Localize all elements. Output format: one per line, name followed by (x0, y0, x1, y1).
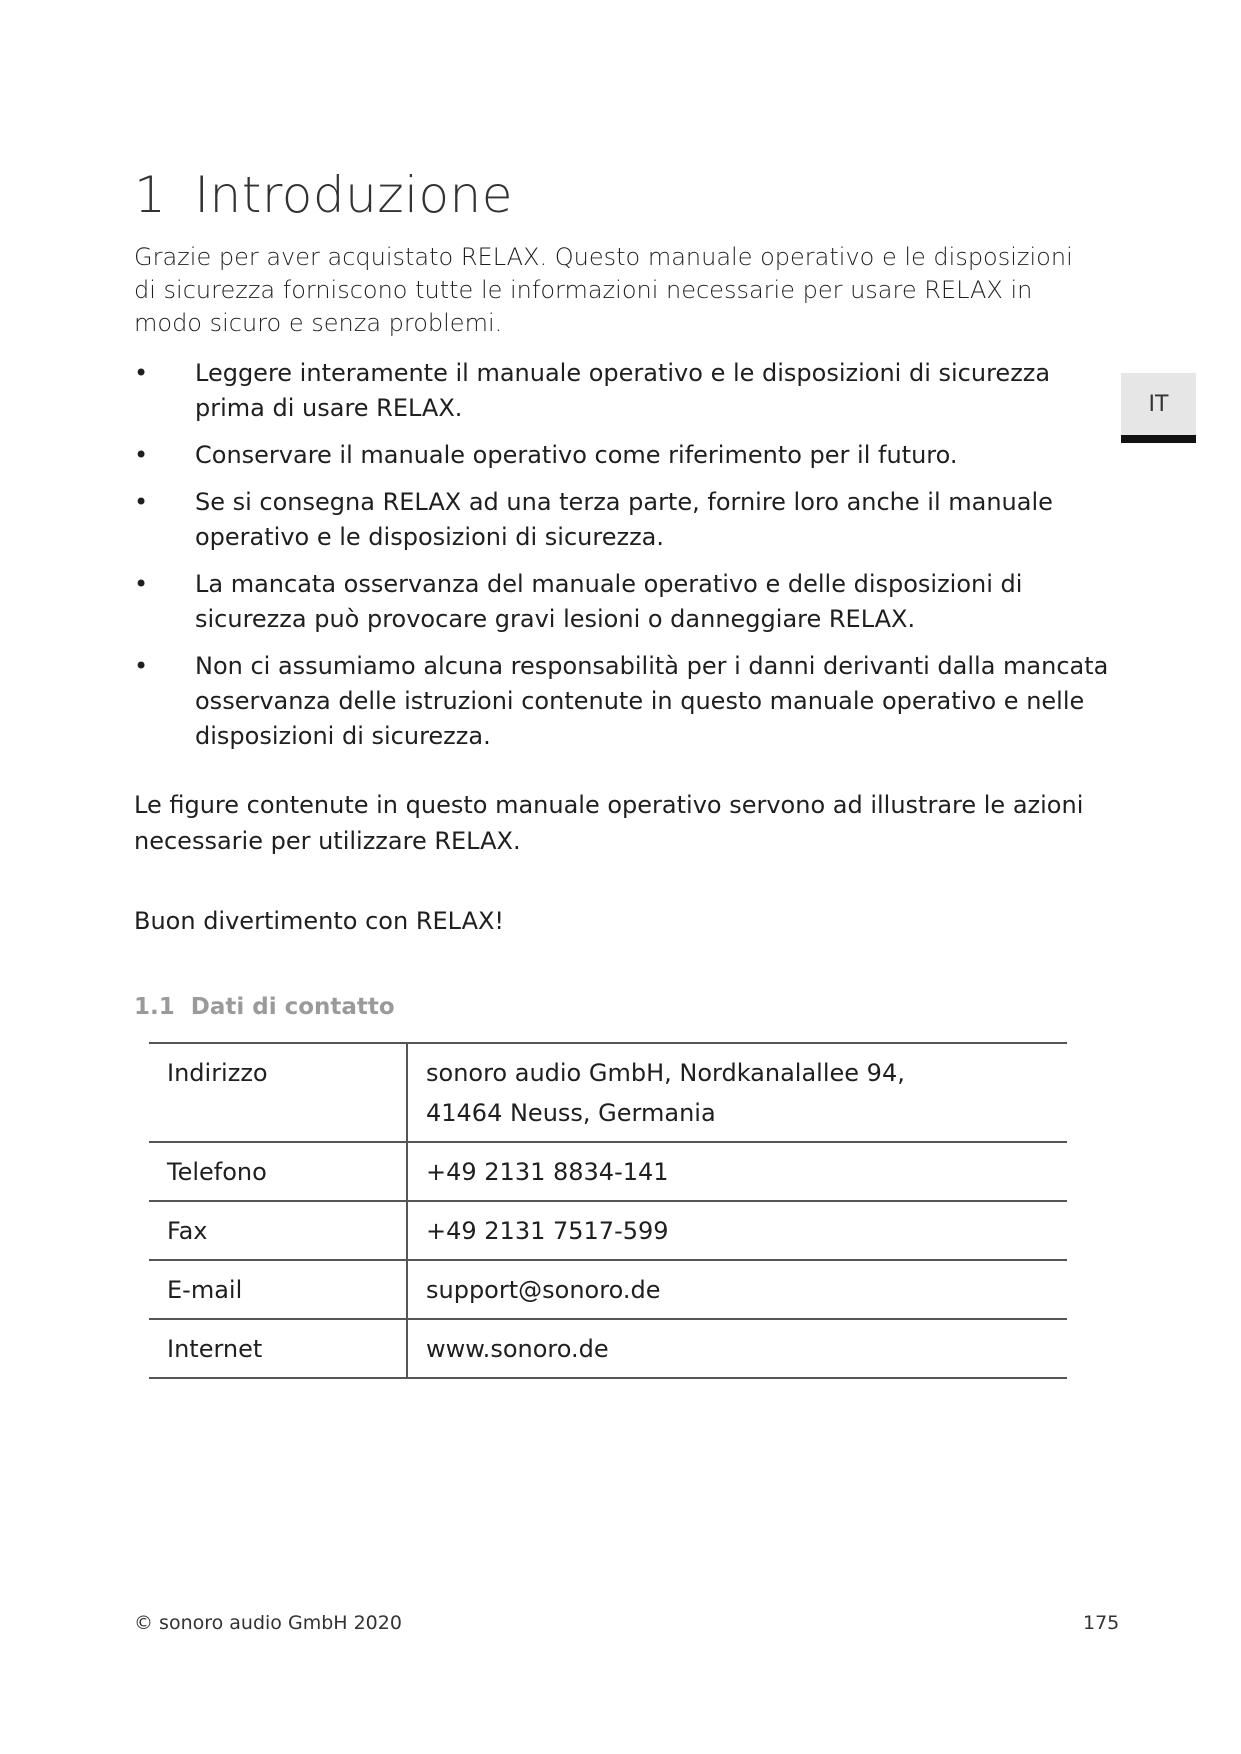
instruction-list (134, 356, 1114, 766)
section-number: 1 (134, 166, 167, 224)
list-item: • La mancata osservanza del manuale operativo e delle disposizioni di sicurezza può provocare gravi lesioni o danneggiare RELAX. (134, 567, 1114, 637)
contact-label: E-mail (149, 1260, 407, 1319)
table-row (149, 1043, 1067, 1142)
contact-value: +49 2131 8834-141 (407, 1142, 1067, 1201)
figures-note-paragraph: Le figure contenute in questo manuale operativo servono ad illustrare le azioni necessarie per utilizzare RELAX. (134, 791, 1084, 855)
list-item: • Non ci assumiamo alcuna responsabilità per i danni derivanti dalla mancata osservanza delle istruzioni contenute in questo manuale operativo e nelle disposizioni di sicurezza. (134, 649, 1114, 754)
contact-label: Telefono (149, 1142, 407, 1201)
language-tab-label: IT (1148, 391, 1169, 417)
address-line-1: sonoro audio GmbH, Nordkanalallee 94, (426, 1059, 905, 1087)
email-value[interactable]: support@sonoro.de (407, 1260, 1067, 1319)
address-line-2: 41464 Neuss, Germania (426, 1099, 716, 1127)
contact-value: +49 2131 7517-599 (407, 1201, 1067, 1260)
language-tab (1121, 373, 1196, 443)
subsection-number: 1.1 (134, 994, 175, 1020)
contact-table (149, 1042, 1067, 1379)
closing-paragraph: Buon divertimento con RELAX! (134, 907, 505, 935)
contact-label: Indirizzo (149, 1043, 407, 1142)
website-value[interactable]: www.sonoro.de (407, 1319, 1067, 1378)
section-title: Introduzione (194, 166, 514, 224)
footer-copyright: © sonoro audio GmbH 2020 (134, 1612, 402, 1634)
intro-paragraph: Grazie per aver acquistato RELAX. Questo manuale operativo e le disposizioni di sicurezza forniscono tutte le informazioni necessarie per usare RELAX in modo sicuro e senza problemi. (134, 243, 1073, 337)
list-item: • Conservare il manuale operativo come riferimento per il futuro. (134, 438, 1114, 473)
subsection-title: Dati di contatto (190, 994, 395, 1020)
list-item: • Se si consegna RELAX ad una terza parte, fornire loro anche il manuale operativo e le disposizioni di sicurezza. (134, 485, 1114, 555)
page-number: 175 (1083, 1612, 1120, 1634)
contact-label: Fax (149, 1201, 407, 1260)
section-heading (134, 166, 513, 224)
subsection-heading (134, 994, 395, 1020)
contact-label: Internet (149, 1319, 407, 1378)
list-item: • Leggere interamente il manuale operativo e le disposizioni di sicurezza prima di usare RELAX. (134, 356, 1114, 426)
table-row (149, 1142, 1067, 1201)
contact-value (407, 1043, 1067, 1142)
table-row (149, 1260, 1067, 1319)
table-row (149, 1319, 1067, 1378)
table-row (149, 1201, 1067, 1260)
